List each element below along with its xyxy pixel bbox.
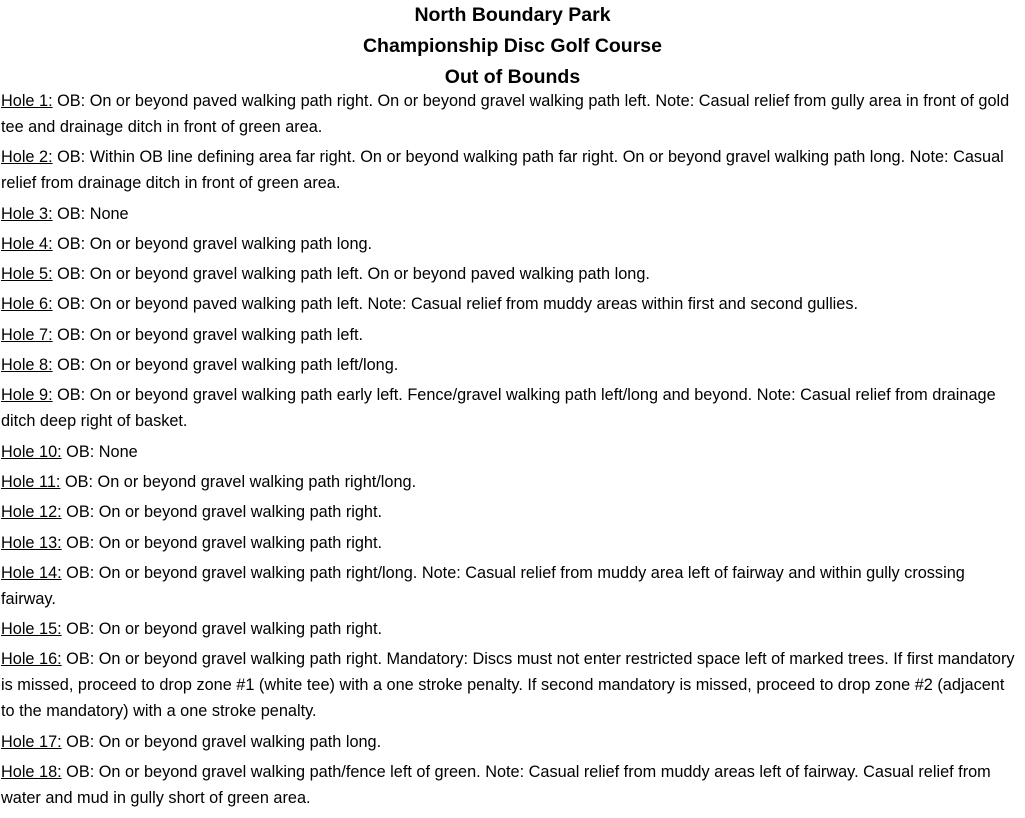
hole-rule-text: OB: On or beyond gravel walking path early left. Fence/gravel walking path left/long and beyond. Note: Casual relief from drainage ditch deep right of basket.	[1, 386, 996, 431]
hole-entry	[1, 261, 1021, 287]
hole-entry	[1, 759, 1021, 811]
hole-label: Hole 2:	[1, 148, 53, 167]
hole-label: Hole 15:	[1, 620, 62, 639]
hole-rule-text: OB: On or beyond gravel walking path right.	[61, 620, 383, 639]
hole-entry	[1, 729, 1021, 755]
hole-rule-text: OB: On or beyond paved walking path left. Note: Casual relief from muddy areas within first and second gullies.	[52, 295, 859, 314]
hole-label: Hole 18:	[1, 763, 62, 782]
course-title: Championship Disc Golf Course	[362, 35, 663, 57]
hole-label: Hole 3:	[1, 204, 53, 223]
hole-entry	[1, 352, 1021, 378]
hole-entry	[1, 322, 1021, 348]
hole-rule-text: OB: On or beyond gravel walking path left/long.	[52, 356, 399, 375]
hole-label: Hole 13:	[1, 533, 62, 552]
hole-label: Hole 8:	[1, 356, 53, 375]
hole-entry	[1, 144, 1021, 196]
hole-rule-text: OB: On or beyond paved walking path right. On or beyond gravel walking path left. Note: Casual relief from gully area in front of gold tee and drainage ditch in front of green area.	[1, 92, 1010, 136]
hole-label: Hole 12:	[1, 503, 62, 522]
hole-rule-text: OB: On or beyond gravel walking path right.	[61, 533, 383, 552]
hole-entry	[1, 291, 1021, 317]
park-title: North Boundary Park	[414, 4, 611, 26]
hole-entry	[1, 560, 1021, 612]
hole-label: Hole 10:	[1, 442, 62, 461]
hole-label: Hole 17:	[1, 732, 62, 751]
hole-entry	[1, 616, 1021, 642]
hole-label: Hole 9:	[1, 386, 53, 405]
hole-rule-text: OB: None	[61, 442, 138, 461]
hole-label: Hole 11:	[1, 472, 61, 491]
hole-entry	[1, 231, 1021, 257]
hole-rule-text: OB: On or beyond gravel walking path/fence left of green. Note: Casual relief from muddy areas left of fairway. Casual relief from water and mud in gully short of green area.	[1, 763, 991, 808]
hole-rule-text: OB: On or beyond gravel walking path long.	[61, 732, 382, 751]
hole-label: Hole 4:	[1, 234, 53, 253]
hole-rule-text: OB: On or beyond gravel walking path right/long. Note: Casual relief from muddy area left of fairway and within gully crossing fairway.	[1, 563, 965, 608]
hole-entry	[1, 530, 1021, 556]
section-title: Out of Bounds	[444, 66, 581, 88]
hole-label: Hole 5:	[1, 265, 53, 284]
hole-rule-text: OB: Within OB line defining area far right. On or beyond walking path far right. On or beyond gravel walking path long. Note: Casual relief from drainage ditch in front of green area.	[1, 148, 1004, 193]
hole-rule-text: OB: On or beyond gravel walking path right. Mandatory: Discs must not enter restricted space left of marked trees. If first mandatory is missed, proceed to drop zone #1 (white tee) with a one stroke penalty. If second mandatory is missed, proceed to drop zone #2 (adjacent to the mandatory) with a one stroke penalty.	[1, 650, 1015, 721]
hole-label: Hole 7:	[1, 325, 53, 344]
hole-rule-text: OB: None	[52, 204, 129, 223]
hole-rule-text: OB: On or beyond gravel walking path right.	[61, 503, 383, 522]
hole-entry	[1, 382, 1021, 434]
holes-list	[0, 88, 1025, 811]
hole-label: Hole 1:	[1, 92, 53, 110]
hole-entry	[1, 439, 1021, 465]
hole-label: Hole 16:	[1, 650, 62, 669]
hole-label: Hole 14:	[1, 563, 62, 582]
document-header	[0, 0, 1025, 93]
hole-rule-text: OB: On or beyond gravel walking path left.	[52, 325, 364, 344]
hole-label: Hole 6:	[1, 295, 53, 314]
hole-rule-text: OB: On or beyond gravel walking path left. On or beyond paved walking path long.	[52, 265, 650, 284]
hole-entry	[1, 499, 1021, 525]
hole-rule-text: OB: On or beyond gravel walking path right/long.	[60, 472, 417, 491]
hole-entry	[1, 88, 1021, 140]
hole-rule-text: OB: On or beyond gravel walking path long.	[52, 234, 373, 253]
hole-entry	[1, 646, 1021, 724]
hole-entry	[1, 469, 1021, 495]
hole-entry	[1, 201, 1021, 227]
